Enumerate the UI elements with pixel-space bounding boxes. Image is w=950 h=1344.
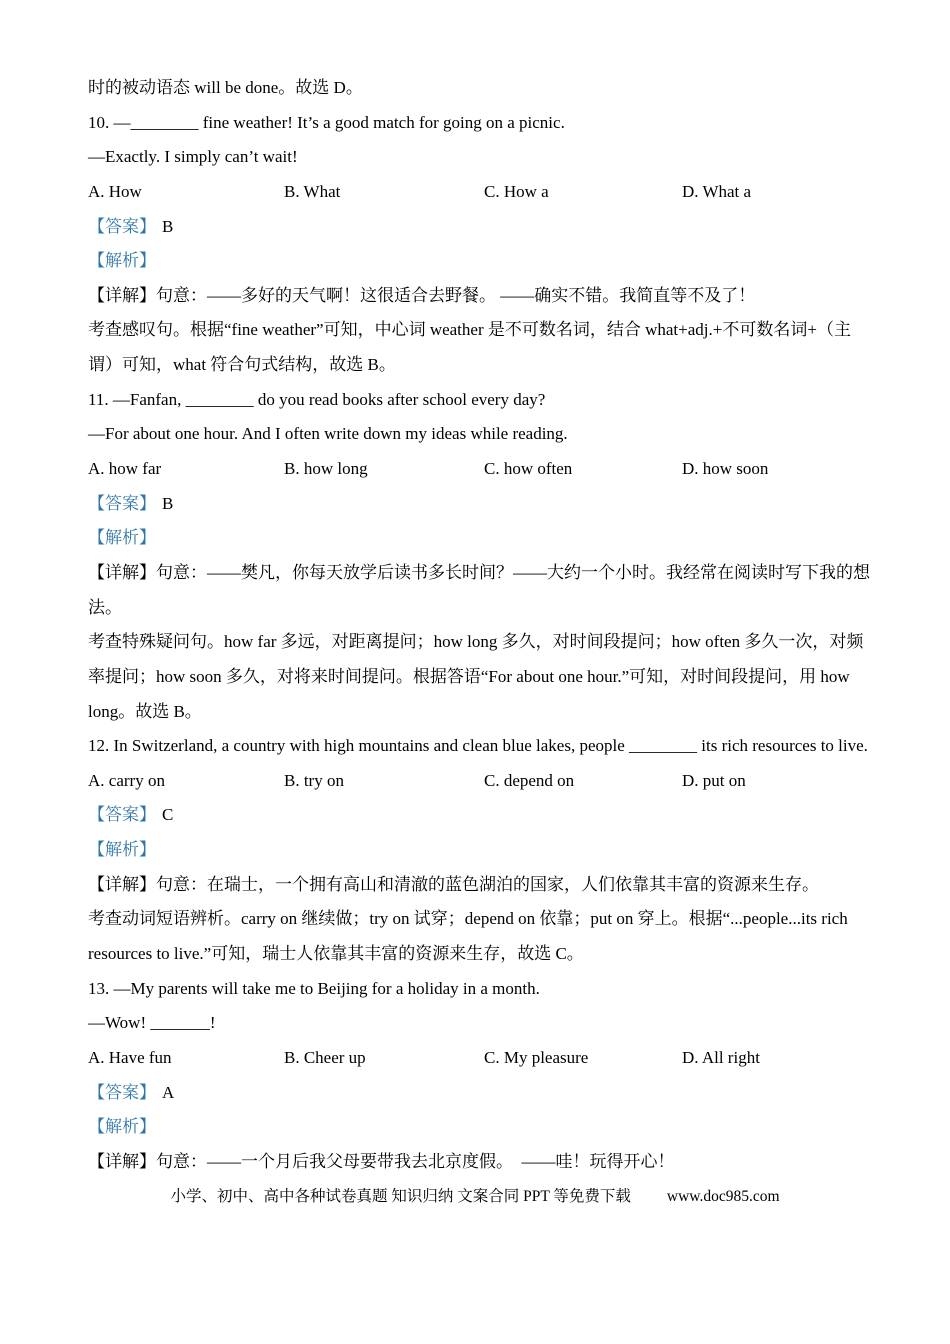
footer-site-link[interactable]: www.doc985.com <box>666 1187 780 1205</box>
options-row <box>88 175 920 210</box>
answer-value: C <box>162 805 174 825</box>
exam-lines <box>88 71 920 1180</box>
text-line: 【详解】句意：——多好的天气啊！这很适合去野餐。 ——确实不错。我简直等不及了！ <box>88 285 756 305</box>
analysis-line <box>88 833 920 868</box>
option-item: D. What a <box>682 181 752 201</box>
text-line: 率提问；how soon 多久，对将来时间提问。根据答语“For about one hour.”可知，对时间段提问，用 how <box>88 666 850 686</box>
answer-line <box>88 1076 920 1111</box>
text-line: 考查特殊疑问句。how far 多远，对距离提问；how long 多久，对时间段提问；how often 多久一次，对频 <box>88 632 864 652</box>
text-line: 考查动词短语辨析。carry on 继续做；try on 试穿；depend on 依靠；put on 穿上。根据“...people...its rich <box>88 909 848 929</box>
options-row <box>88 1041 920 1076</box>
option-item: A. carry on <box>88 770 165 790</box>
text-line: 法。 <box>88 597 122 617</box>
analysis-label: 【解析】 <box>88 840 156 860</box>
option-item: D. put on <box>682 770 746 790</box>
text-line: 10. —________ fine weather! It’s a good match for going on a picnic. <box>88 112 565 132</box>
option-item: A. how far <box>88 459 162 479</box>
text-line: resources to live.”可知，瑞士人依靠其丰富的资源来生存，故选 C。 <box>88 944 584 964</box>
analysis-line <box>88 1110 920 1145</box>
footer <box>88 1180 862 1215</box>
answer-label: 【答案】 <box>88 1082 156 1102</box>
text-line: 12. In Switzerland, a country with high mountains and clean blue lakes, people ________ its rich resources to live. <box>88 736 868 756</box>
option-item: A. Have fun <box>88 1047 172 1067</box>
option-item: C. How a <box>484 181 549 201</box>
text-line: 【详解】句意：——一个月后我父母要带我去北京度假。 ——哇！玩得开心！ <box>88 1151 675 1171</box>
option-item: C. how often <box>484 459 573 479</box>
option-item: D. All right <box>682 1047 760 1067</box>
answer-value: A <box>162 1082 175 1102</box>
text-line: 时的被动语态 will be done。故选 D。 <box>88 78 363 97</box>
text-line: 13. —My parents will take me to Beijing for a holiday in a month. <box>88 978 540 998</box>
answer-line <box>88 798 920 833</box>
option-item: B. What <box>284 181 341 201</box>
options-row <box>88 452 920 487</box>
option-item: A. How <box>88 181 142 201</box>
options-row <box>88 764 920 799</box>
text-line: 谓）可知，what 符合句式结构，故选 B。 <box>88 355 396 375</box>
answer-value: B <box>162 216 174 236</box>
analysis-line <box>88 521 920 556</box>
analysis-line <box>88 244 920 279</box>
option-item: B. how long <box>284 459 368 479</box>
option-item: D. how soon <box>682 459 769 479</box>
answer-line <box>88 487 920 522</box>
text-line: 11. —Fanfan, ________ do you read books after school every day? <box>88 389 546 409</box>
option-item: C. My pleasure <box>484 1047 589 1067</box>
answer-label: 【答案】 <box>88 493 156 513</box>
option-item: B. try on <box>284 770 344 790</box>
text-line: —Wow! _______! <box>88 1013 216 1033</box>
option-item: B. Cheer up <box>284 1047 366 1067</box>
analysis-label: 【解析】 <box>88 1117 156 1137</box>
text-line: long。故选 B。 <box>88 701 202 721</box>
answer-value: B <box>162 493 174 513</box>
analysis-label: 【解析】 <box>88 528 156 548</box>
text-line: 【详解】句意：——樊凡，你每天放学后读书多长时间？——大约一个小时。我经常在阅读时写下我的想 <box>88 562 870 582</box>
answer-line <box>88 210 920 245</box>
text-line: —Exactly. I simply can’t wait! <box>88 147 298 167</box>
answer-label: 【答案】 <box>88 805 156 825</box>
text-line: —For about one hour. And I often write down my ideas while reading. <box>88 424 568 444</box>
footer-promo-text: 小学、初中、高中各种试卷真题 知识归纳 文案合同 PPT 等免费下载 <box>170 1187 631 1205</box>
option-item: C. depend on <box>484 770 575 790</box>
analysis-label: 【解析】 <box>88 251 156 271</box>
text-line: 考查感叹句。根据“fine weather”可知，中心词 weather 是不可数名词，结合 what+adj.+不可数名词+（主 <box>88 320 851 340</box>
text-line: 【详解】句意：在瑞士，一个拥有高山和清澈的蓝色湖泊的国家，人们依靠其丰富的资源来生存。 <box>88 874 819 894</box>
answer-label: 【答案】 <box>88 216 156 236</box>
